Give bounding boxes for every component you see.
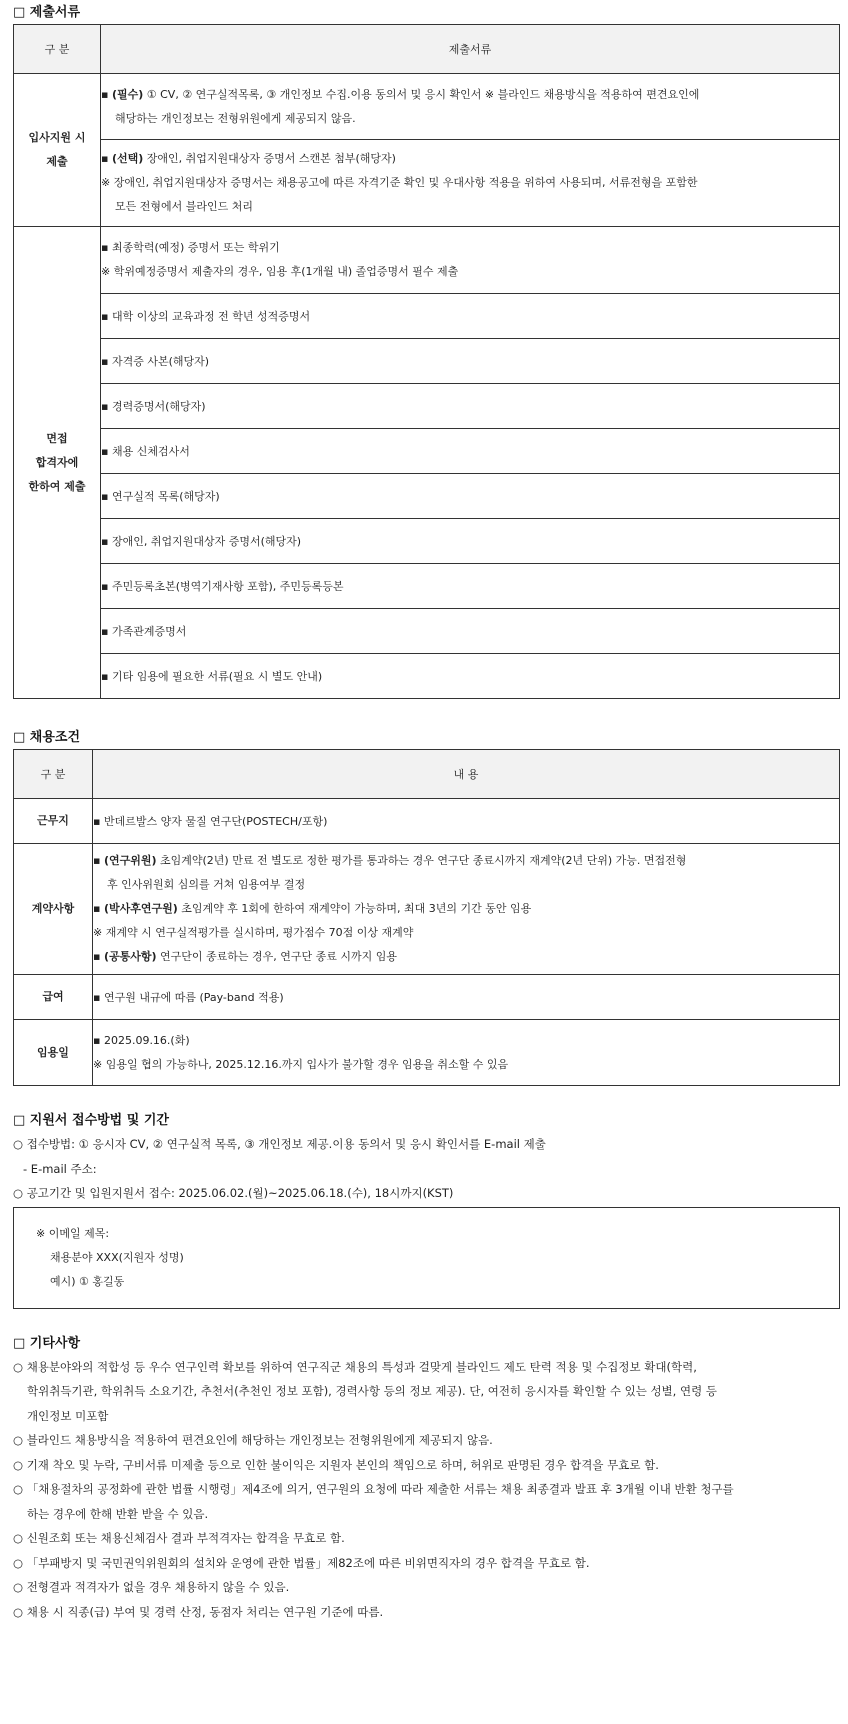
etc-line: ○ 채용 시 직종(급) 부여 및 경력 산정, 동점자 처리는 연구원 기준에 따름. — [13, 1604, 384, 1619]
conditions-category-start-date: 임용일 — [14, 1020, 93, 1086]
application-info — [13, 1132, 840, 1206]
conditions-workplace: ▪ 반데르발스 양자 물질 연구단(POSTECH/포항) — [93, 799, 840, 844]
conditions-header-content: 내 용 — [93, 750, 840, 799]
docs-item: ▪ 채용 신체검사서 — [101, 429, 840, 474]
conditions-category-workplace: 근무지 — [14, 799, 93, 844]
email-subject-label: ※ 이메일 제목: — [36, 1226, 110, 1240]
application-method: ○ 접수방법: ① 응시자 CV, ② 연구실적 목록, ③ 개인정보 제공.이용 동의서 및 응시 확인서를 E-mail 제출 — [13, 1137, 546, 1151]
etc-line: 하는 경우에 한해 반환 받을 수 있음. — [27, 1506, 209, 1521]
etc-line: ○ 기재 착오 및 누락, 구비서류 미제출 등으로 인한 불이익은 지원자 본인의 책임으로 하며, 허위로 판명된 경우 합격을 무효로 함. — [13, 1457, 659, 1472]
etc-line: 학위취득기관, 학위취득 소요기간, 추천서(추천인 정보 포함), 경력사항 등의 정보 제공). 단, 여전히 응시자를 확인할 수 있는 성별, 연령 등 — [27, 1384, 717, 1398]
etc-line: 개인정보 미포함 — [27, 1408, 109, 1423]
section-title-etc: □ 기타사항 — [13, 1335, 81, 1351]
docs-item: ▪ 기타 임용에 필요한 서류(필요 시 별도 안내) — [101, 654, 840, 699]
docs-optional: ▪ (선택) 장애인, 취업지원대상자 증명서 스캔본 첨부(해당자) ※ 장애인, 취업지원대상자 증명서는 채용공고에 따른 자격기준 확인 및 우대사항 적용을 위하여 사용되며, 서류전형을 포함한 모든 전형에서 블라인드 처리 — [101, 140, 840, 227]
docs-item: ▪ 주민등록초본(병역기재사항 포함), 주민등록등본 — [101, 564, 840, 609]
section-title-conditions: □ 채용조건 — [13, 730, 81, 745]
etc-line: ○ 「채용절차의 공정화에 관한 법률 시행령」제4조에 의거, 연구원의 요청에 따라 제출한 서류는 채용 최종결과 발표 후 3개월 이내 반환 청구를 — [13, 1482, 734, 1496]
etc-line: ○ 블라인드 채용방식을 적용하여 편견요인에 해당하는 개인정보는 전형위원에게 제공되지 않음. — [13, 1433, 493, 1447]
docs-category-apply: 입사지원 시 제출 — [14, 74, 101, 227]
section-title-application: □ 지원서 접수방법 및 기간 — [13, 1113, 169, 1128]
docs-header-content: 제출서류 — [101, 25, 840, 74]
conditions-salary: ▪ 연구원 내규에 따름 (Pay-band 적용) — [93, 975, 840, 1020]
required-tag: (필수) — [111, 87, 144, 101]
docs-category-interview: 면접 합격자에 한하여 제출 — [14, 227, 101, 699]
page — [13, 0, 840, 1624]
conditions-category-salary: 급여 — [14, 975, 93, 1020]
optional-tag: (선택) — [111, 152, 144, 165]
docs-item: ▪ 가족관계증명서 — [101, 609, 840, 654]
application-period: ○ 공고기간 및 입원지원서 접수: 2025.06.02.(월)~2025.06.18.(수), 18시까지(KST) — [13, 1186, 454, 1200]
conditions-start-date: ▪ 2025.09.16.(화) ※ 임용일 협의 가능하나, 2025.12.16.까지 입사가 불가할 경우 임용을 취소할 수 있음 — [93, 1020, 840, 1086]
email-subject-box — [13, 1207, 840, 1309]
etc-line: ○ 「부패방지 및 국민권익위원회의 설치와 운영에 관한 법률」제82조에 따른 비위면직자의 경우 합격을 무효로 함. — [13, 1555, 590, 1570]
email-subject-format: 채용분야 XXX(지원자 성명) — [50, 1250, 184, 1264]
etc-line: ○ 전형결과 적격자가 없을 경우 채용하지 않을 수 있음. — [13, 1580, 290, 1594]
section-title-docs: □ 제출서류 — [13, 5, 81, 20]
etc-line: ○ 채용분야와의 적합성 등 우수 연구인력 확보를 위하여 연구직군 채용의 특성과 걸맞게 블라인드 제도 탄력 적용 및 수집정보 확대(학력, — [13, 1359, 697, 1374]
docs-item: ▪ 경력증명서(해당자) — [101, 384, 840, 429]
docs-item: ▪ 장애인, 취업지원대상자 증명서(해당자) — [101, 519, 840, 564]
conditions-contract: ▪ (연구위원) 초임계약(2년) 만료 전 별도로 정한 평가를 통과하는 경우 연구단 종료시까지 재계약(2년 단위) 가능. 면접전형 후 인사위원회 심의를 거쳐 임용여부 결정 ▪ (박사후연구원) 초임계약 후 1회에 한하여 재계약이 가능하며, 최대 3년의 기간 동안 임용 ※ 재계약 시 연구실적평가를 실시하며, 평가점수 70점 이상 재계약 ▪ (공통사항) 연구단이 종료하는 경우, 연구단 종료 시까지 임용 — [93, 844, 840, 975]
docs-item: ▪ 대학 이상의 교육과정 전 학년 성적증명서 — [101, 294, 840, 339]
docs-item: ▪ 연구실적 목록(해당자) — [101, 474, 840, 519]
etc-list — [13, 1355, 840, 1625]
conditions-header-category: 구 분 — [14, 750, 93, 799]
email-subject-example: 예시) ① 홍길동 — [50, 1274, 125, 1288]
etc-line: ○ 신원조회 또는 채용신체검사 결과 부적격자는 합격을 무효로 함. — [13, 1531, 345, 1545]
conditions-table — [13, 749, 840, 1086]
docs-header-category: 구 분 — [14, 25, 101, 74]
docs-required: ▪ (필수) ① CV, ② 연구실적목록, ③ 개인정보 수집.이용 동의서 및 응시 확인서 ※ 블라인드 채용방식을 적용하여 편견요인에 해당하는 개인정보는 전형위원에게 제공되지 않음. — [101, 74, 840, 140]
application-email: - E-mail 주소: — [23, 1161, 97, 1176]
conditions-category-contract: 계약사항 — [14, 844, 93, 975]
docs-table — [13, 24, 840, 699]
docs-item: ▪ 자격증 사본(해당자) — [101, 339, 840, 384]
docs-item-degree: ▪ 최종학력(예정) 증명서 또는 학위기 ※ 학위예정증명서 제출자의 경우, 임용 후(1개월 내) 졸업증명서 필수 제출 — [101, 227, 840, 294]
